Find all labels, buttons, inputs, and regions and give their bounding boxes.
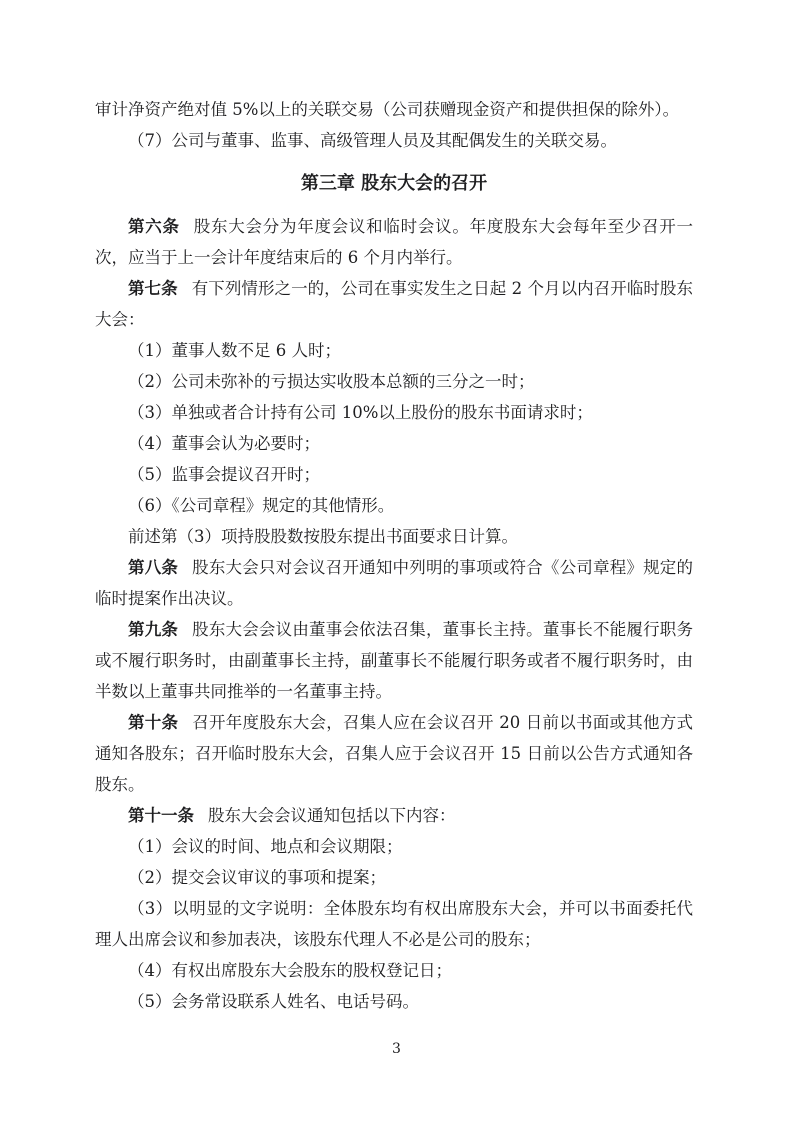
article-label: 第八条 <box>128 558 179 577</box>
article-paragraph-7 <box>95 273 693 335</box>
list-item-paragraph: （2）公司未弥补的亏损达实收股本总额的三分之一时； <box>128 372 535 391</box>
article-paragraph-9 <box>95 614 693 707</box>
article-text: 股东大会只对会议召开通知中列明的事项或符合《公司章程》规定的临时提案作出决议。 <box>95 558 694 608</box>
article-text: 有下列情形之一的，公司在事实发生之日起 2 个月以内召开临时股东大会： <box>95 279 693 329</box>
chapter-heading: 第三章 股东大会的召开 <box>300 173 488 194</box>
carryover-paragraph: 审计净资产绝对值 5%以上的关联交易（公司获赠现金资产和提供担保的除外）。 <box>95 100 680 119</box>
article-text: 股东大会分为年度会议和临时会议。年度股东大会每年至少召开一次，应当于上一会计年度结束后的 6 个月内举行。 <box>95 217 694 267</box>
list-item-paragraph: （6）《公司章程》规定的其他情形。 <box>128 496 395 515</box>
article-label: 第七条 <box>128 279 178 298</box>
carryover-item-paragraph: （7）公司与董事、监事、高级管理人员及其配偶发生的关联交易。 <box>128 131 617 150</box>
article-text: 股东大会会议由董事会依法召集，董事长主持。董事长不能履行职务或不履行职务时，由副董事长主持，副董事长不能履行职务或者不履行职务时，由半数以上董事共同推举的一名董事主持。 <box>95 620 694 701</box>
note-paragraph: 前述第（3）项持股股数按股东提出书面要求日计算。 <box>128 527 518 546</box>
list-item-paragraph: （2）提交会议审议的事项和提案； <box>128 868 386 887</box>
list-item-paragraph: （5）会务常设联系人姓名、电话号码。 <box>128 992 419 1011</box>
list-item-paragraph: （3）单独或者合计持有公司 10%以上股份的股东书面请求时； <box>128 403 593 422</box>
list-item-paragraph: （1）会议的时间、地点和会议期限； <box>128 837 403 856</box>
list-item-paragraph: （1）董事人数不足 6 人时； <box>128 341 341 360</box>
list-item-paragraph: （4）董事会认为必要时； <box>128 434 320 453</box>
article-paragraph-6 <box>95 211 693 273</box>
list-item-paragraph: （3）以明显的文字说明：全体股东均有权出席股东大会，并可以书面委托代理人出席会议和参加表决，该股东代理人不必是公司的股东； <box>95 899 693 949</box>
page-number: 3 <box>392 1041 401 1057</box>
list-item-paragraph: （5）监事会提议召开时； <box>128 465 320 484</box>
article-paragraph-10 <box>95 707 693 800</box>
page-content <box>95 94 693 1017</box>
article-label: 第九条 <box>128 620 179 639</box>
article-text: 股东大会会议通知包括以下内容： <box>208 806 456 825</box>
article-label: 第十条 <box>128 713 179 732</box>
article-paragraph-11 <box>95 800 693 831</box>
article-label: 第十一条 <box>128 806 194 825</box>
article-text: 召开年度股东大会，召集人应在会议召开 20 日前以书面或其他方式通知各股东；召开临时股东大会，召集人应于会议召开 15 日前以公告方式通知各股东。 <box>95 713 693 794</box>
article-label: 第六条 <box>128 217 180 236</box>
article-paragraph-8 <box>95 552 693 614</box>
list-item-paragraph: （4）有权出席股东大会股东的股权登记日； <box>128 961 452 980</box>
